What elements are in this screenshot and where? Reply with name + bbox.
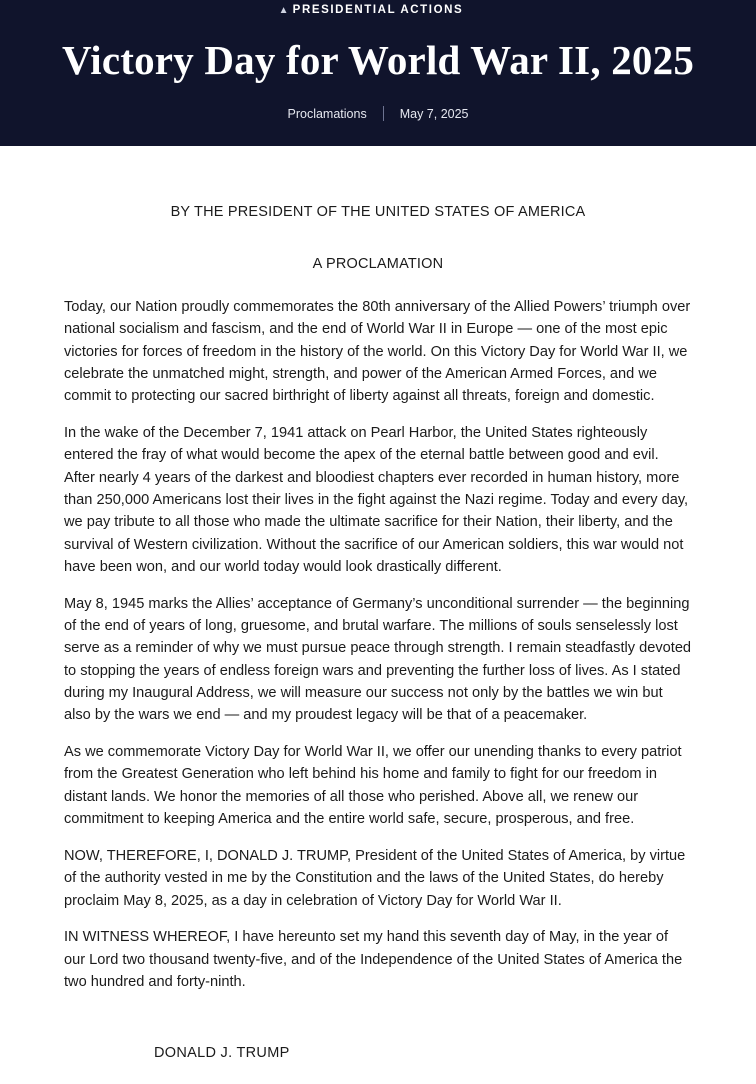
breadcrumb-label: PRESIDENTIAL ACTIONS bbox=[292, 4, 464, 16]
page-title: Victory Day for World War II, 2025 bbox=[61, 37, 695, 83]
paragraph: As we commemorate Victory Day for World War II, we offer our unending thanks to every patriot from the Greatest Generation who left behind his home and family to fight for our freedom in distant lands. We honor the memories of all those who perished. Above all, we renew our commitment to keeping America and the entire world safe, secure, prosperous, and free. bbox=[64, 744, 682, 828]
category-link-proclamations[interactable]: Proclamations bbox=[287, 106, 367, 121]
paragraph: May 8, 1945 marks the Allies’ acceptance of Germany’s unconditional surrender — the beginning of the end of years of long, gruesome, and brutal warfare. The millions of souls senselessly lost serve as a reminder of why we must pursue peace through strength. I remain steadfastly devoted to stopping the years of endless foreign wars and preventing the further loss of lives. As I stated during my Inaugural Address, we will measure our success not only by the battles we win but also by the wars we end — and my proudest legacy will be that of a peacemaker. bbox=[64, 595, 692, 724]
article-meta bbox=[20, 106, 736, 121]
paragraph: IN WITNESS WHEREOF, I have hereunto set my hand this seventh day of May, in the year of our Lord two thousand twenty-five, and of the Independence of the United States of America the two hundred and forty-ninth. bbox=[64, 929, 683, 990]
meta-divider bbox=[383, 106, 384, 121]
salutation-line: BY THE PRESIDENT OF THE UNITED STATES OF AMERICA bbox=[170, 204, 586, 220]
paragraph: In the wake of the December 7, 1941 attack on Pearl Harbor, the United States righteously entered the fray of what would become the apex of the eternal battle between good and evil. After nearly 4 years of the darkest and bloodiest chapters ever recorded in human history, more than 250,000 Americans lost their lives in the fight against the Nazi regime. Today and every day, we pay tribute to all those who made the ultimate sacrifice for their Nation, their liberty, and the survival of Western civilization. Without the sacrifice of our American soldiers, this war would not have been won, and our world today would look drastically different. bbox=[64, 425, 689, 575]
signature-block: DONALD J. TRUMP bbox=[154, 1045, 290, 1062]
breadcrumb-presidential-actions[interactable] bbox=[278, 3, 464, 17]
document-body bbox=[0, 204, 756, 1061]
publish-date: May 7, 2025 bbox=[399, 106, 469, 121]
chevron-up-icon: ▲ bbox=[278, 5, 291, 16]
paragraph: NOW, THEREFORE, I, DONALD J. TRUMP, President of the United States of America, by virtue of the authority vested in me by the Constitution and the laws of the United States, do hereby proclaim May 8, 2025, as a day in celebration of Victory Day for World War II. bbox=[64, 847, 686, 909]
proclamation-label: A PROCLAMATION bbox=[312, 256, 444, 272]
paragraph: Today, our Nation proudly commemorates the 80th anniversary of the Allied Powers’ triumph over national socialism and fascism, and the end of World War II in Europe — one of the most epic victories for forces of freedom in the history of the world. On this Victory Day for World War II, we celebrate the unmatched might, strength, and power of the American Armed Forces, and we commit to protecting our sacred birthright of liberty against all threats, foreign and domestic. bbox=[64, 299, 691, 405]
page-hero-banner bbox=[0, 0, 756, 146]
